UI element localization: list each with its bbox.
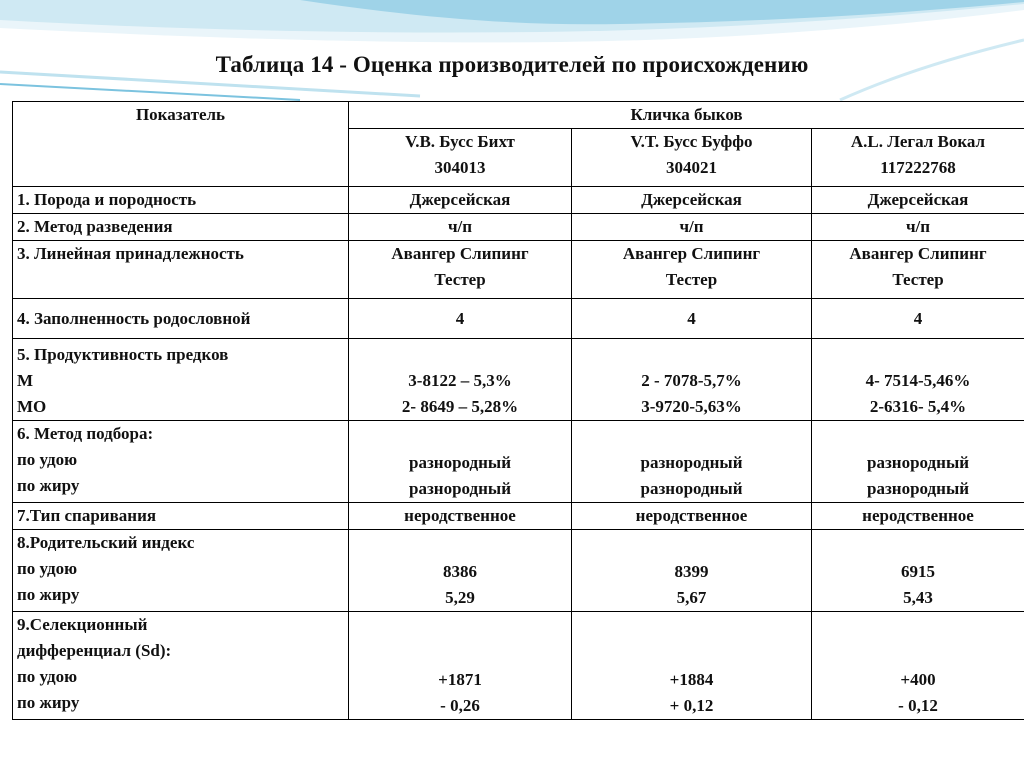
- row-sublabel: по удою: [17, 559, 78, 578]
- parent-index-value: [812, 530, 1024, 612]
- row-label: 3. Линейная принадлежность: [13, 241, 349, 299]
- bull-name: V.B. Бусс Бихт: [405, 132, 515, 151]
- row-sublabel: МО: [17, 397, 47, 416]
- productivity-value: [812, 339, 1024, 421]
- table-row-selection: [13, 421, 1024, 503]
- row-label: 1. Порода и породность: [13, 187, 349, 214]
- selection-text: разнородный: [867, 479, 970, 498]
- line-value: [349, 241, 572, 299]
- row-label: 7.Тип спаривания: [13, 503, 349, 530]
- parent-index-text: 8399: [674, 562, 709, 581]
- parent-index-text: 5,43: [903, 588, 933, 607]
- row-label: [13, 612, 349, 720]
- bull-header-1: [349, 129, 572, 187]
- mating-value: неродственное: [572, 503, 812, 530]
- sd-text: +400: [900, 670, 936, 689]
- method-value: ч/п: [349, 214, 572, 241]
- productivity-text: 2- 8649 – 5,28%: [401, 397, 519, 416]
- row-sublabel: по жиру: [17, 585, 80, 604]
- productivity-text: 2 - 7078-5,7%: [641, 371, 742, 390]
- bull-names-group-header: Кличка быков: [349, 102, 1024, 129]
- row-label: [13, 530, 349, 612]
- table-row-mating: [13, 503, 1024, 530]
- parent-index-text: 5,29: [445, 588, 475, 607]
- line-value-text: Авангер Слипинг: [391, 244, 529, 263]
- table-row-line: [13, 241, 1024, 299]
- indicator-header: Показатель: [13, 102, 349, 187]
- bull-evaluation-table: [12, 101, 1024, 720]
- productivity-text: 3-8122 – 5,3%: [408, 371, 512, 390]
- parent-index-text: 6915: [901, 562, 935, 581]
- selection-text: разнородный: [640, 453, 743, 472]
- bull-header-3: [812, 129, 1024, 187]
- bull-id: 117222768: [880, 158, 956, 177]
- table-row-parent-index: [13, 530, 1024, 612]
- selection-text: разнородный: [408, 479, 511, 498]
- bull-name: A.L. Легал Вокал: [850, 132, 986, 151]
- table-row-productivity: [13, 339, 1024, 421]
- pedigree-value: 4: [349, 299, 572, 339]
- selection-value: [349, 421, 572, 503]
- breed-value: Джерсейская: [349, 187, 572, 214]
- row-label: 4. Заполненность родословной: [13, 299, 349, 339]
- row-label: [13, 421, 349, 503]
- row-label-text: 5. Продуктивность предков: [17, 345, 229, 364]
- sd-text: - 0,12: [898, 696, 938, 715]
- sd-value: [812, 612, 1024, 720]
- row-label: [13, 339, 349, 421]
- productivity-text: 2-6316- 5,4%: [869, 397, 967, 416]
- sd-text: +1884: [669, 670, 714, 689]
- row-sublabel: по удою: [17, 667, 78, 686]
- sd-value: [349, 612, 572, 720]
- method-value: ч/п: [572, 214, 812, 241]
- bull-id: 304013: [434, 158, 486, 177]
- sd-text: +1871: [438, 670, 482, 689]
- row-sublabel: по удою: [17, 450, 78, 469]
- pedigree-value: 4: [572, 299, 812, 339]
- bull-id: 304021: [666, 158, 717, 177]
- row-label-text: 6. Метод подбора:: [17, 424, 154, 443]
- productivity-value: [349, 339, 572, 421]
- productivity-value: [572, 339, 812, 421]
- line-value-text: Тестер: [892, 270, 944, 289]
- selection-text: разнородный: [640, 479, 743, 498]
- header-row: [13, 102, 1024, 129]
- bull-name: V.T. Бусс Буффо: [630, 132, 753, 151]
- row-label-text: 9.Селекционный: [17, 615, 148, 634]
- table-row-sd: [13, 612, 1024, 720]
- row-label: 2. Метод разведения: [13, 214, 349, 241]
- line-value: [812, 241, 1024, 299]
- selection-value: [572, 421, 812, 503]
- row-sublabel: М: [17, 371, 34, 390]
- row-sublabel: по жиру: [17, 476, 80, 495]
- breed-value: Джерсейская: [572, 187, 812, 214]
- productivity-text: 4- 7514-5,46%: [865, 371, 971, 390]
- sd-value: [572, 612, 812, 720]
- bull-header-2: [572, 129, 812, 187]
- table-row-breed: [13, 187, 1024, 214]
- sd-text: - 0,26: [440, 696, 480, 715]
- mating-value: неродственное: [812, 503, 1024, 530]
- row-sublabel: по жиру: [17, 693, 80, 712]
- sd-text: + 0,12: [669, 696, 714, 715]
- mating-value: неродственное: [349, 503, 572, 530]
- parent-index-text: 8386: [443, 562, 477, 581]
- selection-text: разнородный: [408, 453, 511, 472]
- row-label-text: 8.Родительский индекс: [17, 533, 195, 552]
- selection-value: [812, 421, 1024, 503]
- breed-value: Джерсейская: [812, 187, 1024, 214]
- table-row-pedigree: [13, 299, 1024, 339]
- line-value-text: Авангер Слипинг: [849, 244, 987, 263]
- parent-index-text: 5,67: [676, 588, 707, 607]
- parent-index-value: [349, 530, 572, 612]
- table-row-method: [13, 214, 1024, 241]
- parent-index-value: [572, 530, 812, 612]
- line-value-text: Тестер: [665, 270, 718, 289]
- selection-text: разнородный: [867, 453, 970, 472]
- line-value-text: Тестер: [434, 270, 486, 289]
- method-value: ч/п: [812, 214, 1024, 241]
- page-title: Таблица 14 - Оценка производителей по происхождению: [215, 52, 809, 77]
- line-value: [572, 241, 812, 299]
- line-value-text: Авангер Слипинг: [622, 244, 761, 263]
- pedigree-value: 4: [812, 299, 1024, 339]
- row-label-text: дифференциал (Sd):: [17, 641, 172, 660]
- productivity-text: 3-9720-5,63%: [641, 397, 742, 416]
